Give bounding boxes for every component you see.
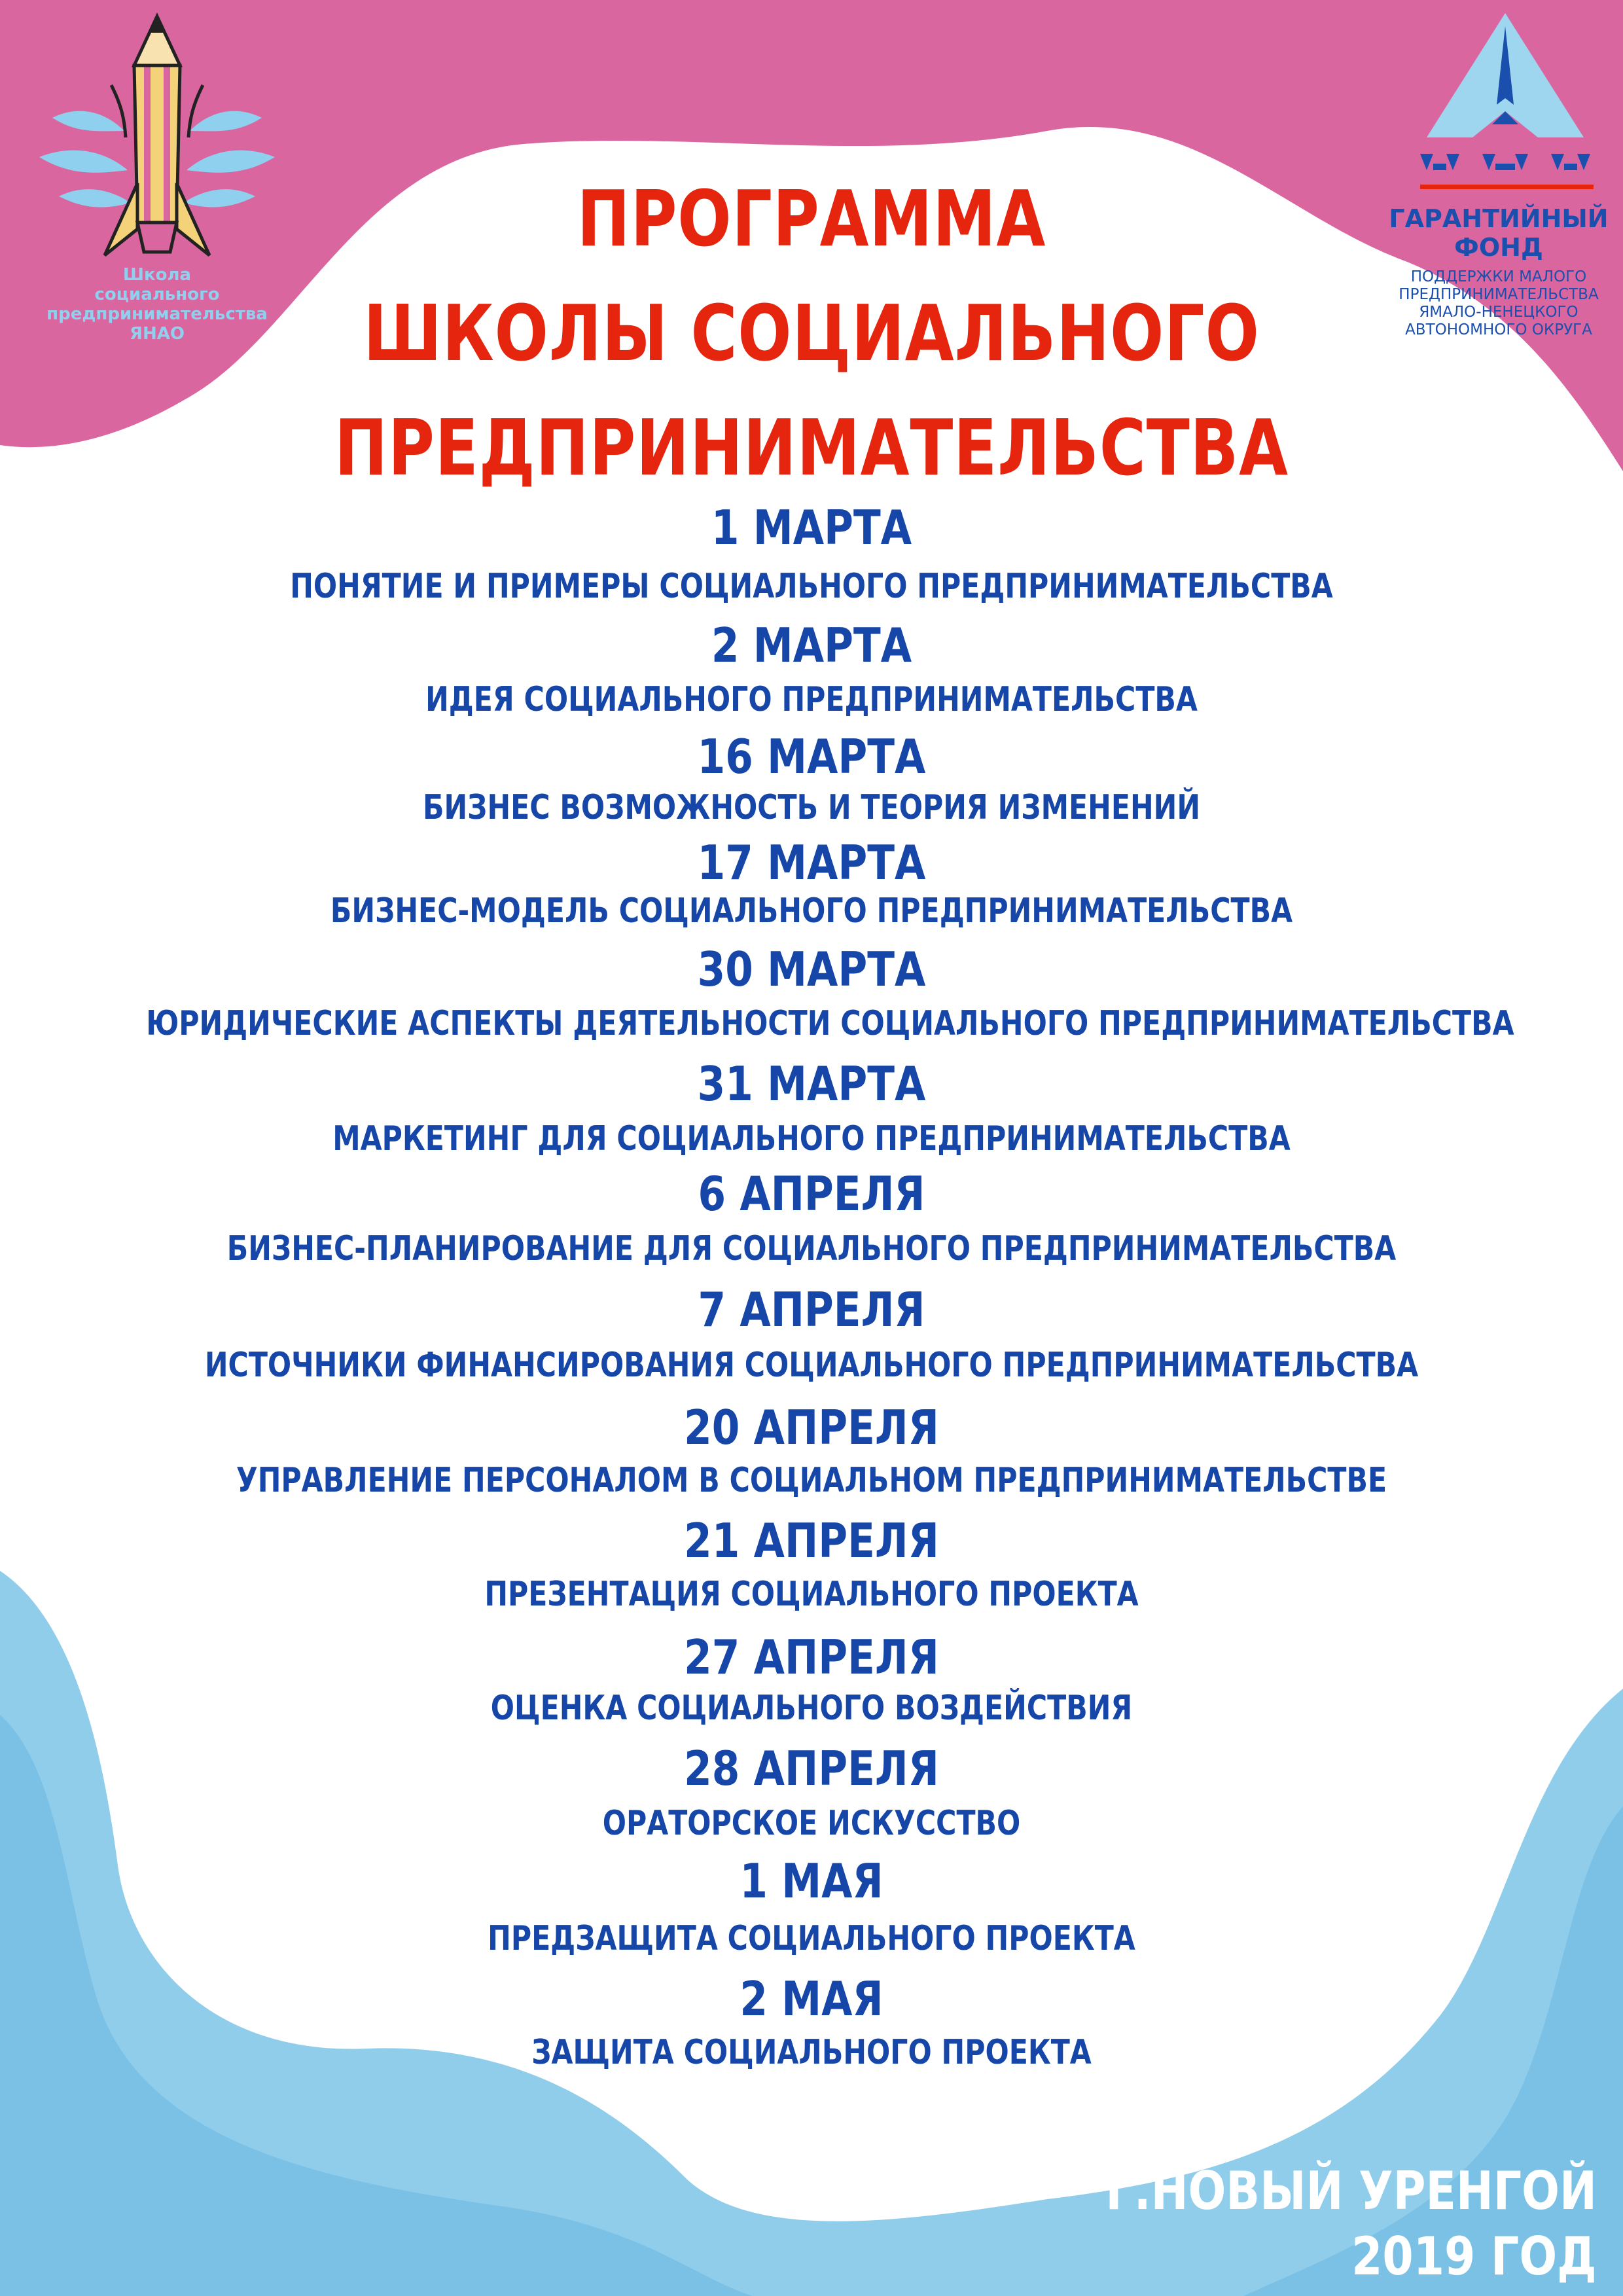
footer-city: Г.НОВЫЙ УРЕНГОЙ xyxy=(1105,2161,1597,2221)
fund-subtitle-line: ПРЕДПРИНИМАТЕЛЬСТВА xyxy=(1399,286,1599,303)
schedule-topic: ПРЕДЗАЩИТА СОЦИАЛЬНОГО ПРОЕКТА xyxy=(488,1919,1135,1958)
schedule-date: 6 АПРЕЛЯ xyxy=(698,1166,925,1221)
schedule-date: 31 МАРТА xyxy=(697,1056,926,1111)
schedule-topic: УПРАВЛЕНИЕ ПЕРСОНАЛОМ В СОЦИАЛЬНОМ ПРЕДПРИНИМАТЕЛЬСТВЕ xyxy=(236,1461,1387,1500)
fund-subtitle-line: АВТОНОМНОГО ОКРУГА xyxy=(1405,321,1592,338)
page-title-line: ПРЕДПРИНИМАТЕЛЬСТВА xyxy=(334,403,1289,493)
schedule-topic: ЗАЩИТА СОЦИАЛЬНОГО ПРОЕКТА xyxy=(531,2033,1092,2072)
school-logo-line: предпринимательства xyxy=(46,304,268,324)
schedule-date: 27 АПРЕЛЯ xyxy=(684,1630,939,1685)
schedule-topic: БИЗНЕС ВОЗМОЖНОСТЬ И ТЕОРИЯ ИЗМЕНЕНИЙ xyxy=(422,788,1201,827)
footer-year: 2019 ГОД xyxy=(1351,2226,1597,2287)
schedule-date: 2 МАРТА xyxy=(711,618,912,673)
schedule-date: 16 МАРТА xyxy=(697,729,926,784)
schedule-topic: ЮРИДИЧЕСКИЕ АСПЕКТЫ ДЕЯТЕЛЬНОСТИ СОЦИАЛЬНОГО ПРЕДПРИНИМАТЕЛЬСТВА xyxy=(146,1004,1514,1043)
fund-title-line: ГАРАНТИЙНЫЙ xyxy=(1389,204,1609,233)
schedule-topic: БИЗНЕС-ПЛАНИРОВАНИЕ ДЛЯ СОЦИАЛЬНОГО ПРЕДПРИНИМАТЕЛЬСТВА xyxy=(226,1229,1397,1268)
schedule-topic: БИЗНЕС-МОДЕЛЬ СОЦИАЛЬНОГО ПРЕДПРИНИМАТЕЛЬСТВА xyxy=(330,891,1293,931)
fund-subtitle-line: ЯМАЛО-НЕНЕЦКОГО xyxy=(1419,304,1578,321)
schedule-date: 21 АПРЕЛЯ xyxy=(684,1513,939,1568)
triangle-emblem-icon xyxy=(1407,13,1610,203)
schedule-date: 7 АПРЕЛЯ xyxy=(698,1282,925,1337)
fund-title-line: ФОНД xyxy=(1454,233,1543,262)
schedule-date: 28 АПРЕЛЯ xyxy=(684,1741,939,1796)
schedule-date: 2 МАЯ xyxy=(740,1971,883,2026)
school-logo-line: ЯНАО xyxy=(129,324,185,344)
schedule-topic: ОРАТОРСКОЕ ИСКУССТВО xyxy=(602,1804,1021,1843)
schedule-date: 30 МАРТА xyxy=(697,942,926,997)
schedule-date: 17 МАРТА xyxy=(697,835,926,890)
school-logo-line: социального xyxy=(94,285,220,304)
school-logo-line: Школа xyxy=(122,265,192,285)
schedule-topic: ИСТОЧНИКИ ФИНАНСИРОВАНИЯ СОЦИАЛЬНОГО ПРЕДПРИНИМАТЕЛЬСТВА xyxy=(204,1346,1419,1385)
schedule-topic: ОЦЕНКА СОЦИАЛЬНОГО ВОЗДЕЙСТВИЯ xyxy=(490,1689,1133,1728)
schedule-date: 1 МАРТА xyxy=(711,500,912,555)
schedule-topic: ПРЕЗЕНТАЦИЯ СОЦИАЛЬНОГО ПРОЕКТА xyxy=(484,1575,1139,1614)
schedule-topic: ИДЕЯ СОЦИАЛЬНОГО ПРЕДПРИНИМАТЕЛЬСТВА xyxy=(425,680,1198,719)
fund-subtitle-line: ПОДДЕРЖКИ МАЛОГО xyxy=(1410,268,1587,285)
schedule-topic: МАРКЕТИНГ ДЛЯ СОЦИАЛЬНОГО ПРЕДПРИНИМАТЕЛЬСТВА xyxy=(332,1119,1291,1158)
schedule-topic: ПОНЯТИЕ И ПРИМЕРЫ СОЦИАЛЬНОГО ПРЕДПРИНИМАТЕЛЬСТВА xyxy=(290,567,1333,606)
schedule-date: 1 МАЯ xyxy=(740,1854,883,1909)
page-title-line: ШКОЛЫ СОЦИАЛЬНОГО xyxy=(363,288,1260,378)
schedule-date: 20 АПРЕЛЯ xyxy=(684,1400,939,1455)
page-title-line: ПРОГРАММА xyxy=(577,173,1046,264)
